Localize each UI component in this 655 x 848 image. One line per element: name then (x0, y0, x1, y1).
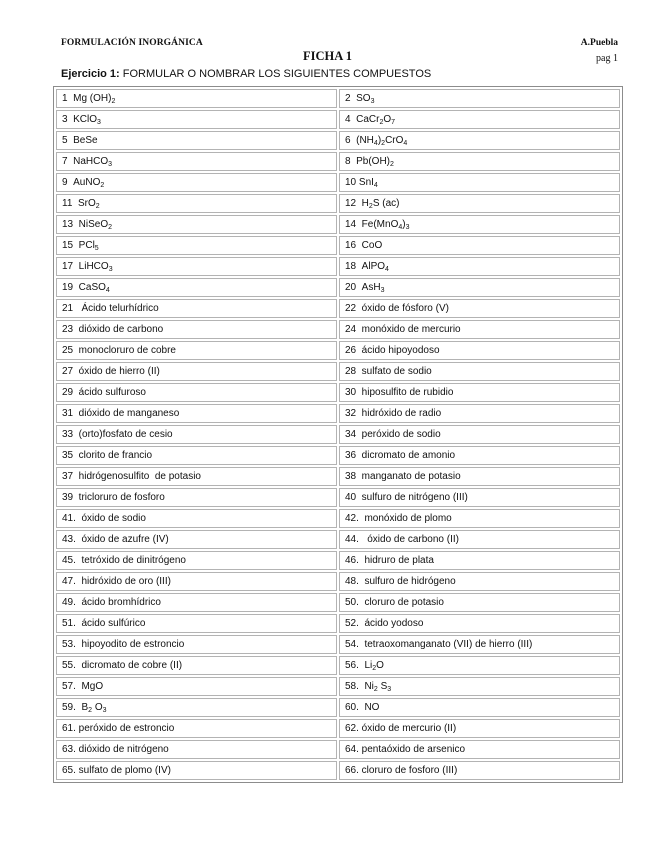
table-row (56, 614, 620, 633)
exercise-item-left: 1 Mg $(OH)_2$ (56, 89, 337, 108)
table-row (56, 173, 620, 192)
exercise-item-left: 49. ácido bromhídrico (56, 593, 337, 612)
exercise-item-left: 25 monocloruro de cobre (56, 341, 337, 360)
table-row (56, 551, 620, 570)
exercise-item-left: 53. hipoyodito de estroncio (56, 635, 337, 654)
exercise-item-right: 32 hidróxido de radio (339, 404, 620, 423)
exercise-item-right: 18 AlPO$_4$ (339, 257, 620, 276)
exercise-item-left: 39 tricloruro de fosforo (56, 488, 337, 507)
exercise-item-right: 12 $H_2S$ (ac) (339, 194, 620, 213)
page-number: pag 1 (596, 53, 618, 64)
table-row (56, 572, 620, 591)
exercise-item-left: 63. dióxido de nitrógeno (56, 740, 337, 759)
exercise-item-left: 23 dióxido de carbono (56, 320, 337, 339)
exercise-item-left: 37 hidrógenosulfito de potasio (56, 467, 337, 486)
exercise-item-right: 66. cloruro de fosforo (III) (339, 761, 620, 780)
table-row (56, 131, 620, 150)
exercise-item-right: 62. óxido de mercurio (II) (339, 719, 620, 738)
exercise-instructions: FORMULAR O NOMBRAR LOS SIGUIENTES COMPUESTOS (119, 68, 432, 80)
table-row (56, 341, 620, 360)
table-row (56, 194, 620, 213)
exercise-item-right: 36 dicromato de amonio (339, 446, 620, 465)
table-row (56, 530, 620, 549)
exercise-item-left: 59. $B_2$ $O_3$ (56, 698, 337, 717)
exercise-item-right: 44. óxido de carbono (II) (339, 530, 620, 549)
exercise-item-left: 9 AuNO$_2$ (56, 173, 337, 192)
exercise-item-left: 61. peróxido de estroncio (56, 719, 337, 738)
exercise-item-left: 33 (orto)fosfato de cesio (56, 425, 337, 444)
exercise-item-left: 57. MgO (56, 677, 337, 696)
table-row (56, 320, 620, 339)
exercise-item-left: 11 SrO$_2$ (56, 194, 337, 213)
exercise-item-right: 16 CoO (339, 236, 620, 255)
exercise-item-left: 5 BeSe (56, 131, 337, 150)
table-row (56, 656, 620, 675)
exercise-item-right: 14 $Fe(MnO_4)_3$ (339, 215, 620, 234)
exercise-item-right: 30 hiposulfito de rubidio (339, 383, 620, 402)
table-row (56, 110, 620, 129)
table-row (56, 488, 620, 507)
exercise-item-right: 24 monóxido de mercurio (339, 320, 620, 339)
table-row (56, 677, 620, 696)
table-row (56, 698, 620, 717)
exercise-heading (61, 68, 431, 80)
table-row (56, 467, 620, 486)
exercise-item-left: 47. hidróxido de oro (III) (56, 572, 337, 591)
exercise-item-right: 8 $Pb(OH)_2$ (339, 152, 620, 171)
compounds-table (53, 86, 623, 783)
table-row (56, 446, 620, 465)
exercise-item-right: 2 $SO_3$ (339, 89, 620, 108)
author-name: A.Puebla (580, 38, 618, 48)
table-row (56, 719, 620, 738)
exercise-item-left: 15 PCl$_5$ (56, 236, 337, 255)
exercise-item-right: 64. pentaóxido de arsenico (339, 740, 620, 759)
table-row (56, 761, 620, 780)
exercise-item-right: 48. sulfuro de hidrógeno (339, 572, 620, 591)
exercise-item-left: 29 ácido sulfuroso (56, 383, 337, 402)
exercise-item-right: 50. cloruro de potasio (339, 593, 620, 612)
exercise-item-left: 13 NiSeO$_2$ (56, 215, 337, 234)
exercise-item-left: 21 Ácido telurhídrico (56, 299, 337, 318)
document-subject: FORMULACIÓN INORGÁNICA (61, 38, 203, 48)
table-row (56, 404, 620, 423)
exercise-item-left: 55. dicromato de cobre (II) (56, 656, 337, 675)
table-row (56, 383, 620, 402)
exercise-item-left: 31 dióxido de manganeso (56, 404, 337, 423)
exercise-item-left: 27 óxido de hierro (II) (56, 362, 337, 381)
table-row (56, 593, 620, 612)
exercise-item-right: 52. ácido yodoso (339, 614, 620, 633)
exercise-item-left: 3 KClO$_3$ (56, 110, 337, 129)
exercise-item-left: 45. tetróxido de dinitrógeno (56, 551, 337, 570)
exercise-item-left: 51. ácido sulfúrico (56, 614, 337, 633)
exercise-item-right: 40 sulfuro de nitrógeno (III) (339, 488, 620, 507)
exercise-item-right: 6 $(NH_4)_2CrO_4$ (339, 131, 620, 150)
exercise-item-right: 56. $Li_2O$ (339, 656, 620, 675)
table-row (56, 152, 620, 171)
exercise-item-right: 38 manganato de potasio (339, 467, 620, 486)
page-title: FICHA 1 (303, 49, 352, 63)
table-row (56, 425, 620, 444)
exercise-item-right: 28 sulfato de sodio (339, 362, 620, 381)
exercise-item-right: 20 AsH$_3$ (339, 278, 620, 297)
exercise-item-left: 17 LiHCO$_3$ (56, 257, 337, 276)
exercise-item-right: 22 óxido de fósforo (V) (339, 299, 620, 318)
compounds-table-body (56, 89, 620, 780)
exercise-item-right: 4 $CaCr_2O_7$ (339, 110, 620, 129)
exercise-item-left: 43. óxido de azufre (IV) (56, 530, 337, 549)
exercise-item-left: 35 clorito de francio (56, 446, 337, 465)
exercise-item-left: 7 NaHCO$_3$ (56, 152, 337, 171)
table-row (56, 215, 620, 234)
table-row (56, 278, 620, 297)
exercise-item-right: 10 SnI$_4$ (339, 173, 620, 192)
exercise-item-right: 26 ácido hipoyodoso (339, 341, 620, 360)
exercise-item-right: 60. NO (339, 698, 620, 717)
table-row (56, 635, 620, 654)
exercise-item-right: 34 peróxido de sodio (339, 425, 620, 444)
exercise-item-right: 46. hidruro de plata (339, 551, 620, 570)
table-row (56, 299, 620, 318)
table-row (56, 740, 620, 759)
table-row (56, 257, 620, 276)
exercise-item-left: 19 CaSO$_4$ (56, 278, 337, 297)
exercise-item-right: 58. $Ni_2$ $S_3$ (339, 677, 620, 696)
exercise-item-left: 41. óxido de sodio (56, 509, 337, 528)
table-row (56, 89, 620, 108)
exercise-item-right: 54. tetraoxomanganato (VII) de hierro (III) (339, 635, 620, 654)
exercise-label: Ejercicio 1: (61, 68, 120, 80)
exercise-item-right: 42. monóxido de plomo (339, 509, 620, 528)
table-row (56, 509, 620, 528)
table-row (56, 362, 620, 381)
exercise-item-left: 65. sulfato de plomo (IV) (56, 761, 337, 780)
table-row (56, 236, 620, 255)
